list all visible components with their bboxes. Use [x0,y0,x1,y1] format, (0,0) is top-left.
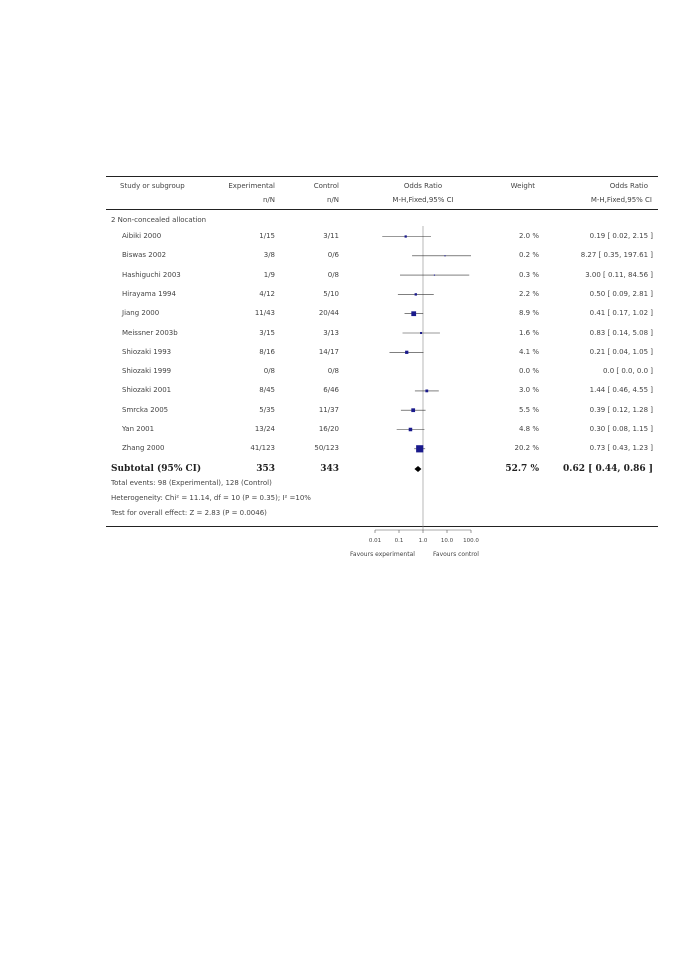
study-exp: 1/9 [263,270,275,279]
study-name: Biswas 2002 [122,251,167,260]
header-experimental-sub: n/N [262,196,275,204]
study-ci: 0.30 [ 0.08, 1.15 ] [589,425,653,433]
study-marker [405,235,407,237]
study-weight: 5.5 % [518,405,539,414]
study-exp: 13/24 [254,425,275,433]
study-exp: 4/12 [259,289,275,298]
study-ctrl: 20/44 [318,309,339,318]
x-tick-label: 0.01 [368,538,382,544]
study-name: Shiozaki 1993 [122,347,172,356]
study-ctrl: 11/37 [318,405,339,414]
study-ctrl: 0/6 [327,251,339,260]
study-ctrl: 5/10 [323,289,339,298]
subtotal-weight: 52.7 % [505,464,539,474]
study-ci: 1.44 [ 0.46, 4.55 ] [589,386,653,395]
study-weight: 0.0 % [518,367,539,376]
study-ci: 0.21 [ 0.04, 1.05 ] [589,347,653,356]
study-ctrl: 50/123 [314,444,339,453]
subtotal-exp-total: 353 [256,464,275,474]
study-ci: 3.00 [ 0.11, 84.56 ] [585,270,653,279]
study-weight: 2.2 % [518,289,539,298]
study-name: Aibiki 2000 [122,232,162,240]
header-control: Control [313,182,339,190]
study-ci: 0.41 [ 0.17, 1.02 ] [589,309,653,318]
x-tick-label: 10.0 [440,538,454,544]
study-ctrl: 16/20 [318,425,339,433]
study-exp: 8/45 [259,386,275,395]
study-marker [444,255,445,256]
pooled-diamond [414,466,421,472]
study-ci: 0.19 [ 0.02, 2.15 ] [589,232,653,240]
study-ctrl: 6/46 [323,386,339,395]
subtotal-ctrl-total: 343 [320,464,339,474]
study-ctrl: 0/8 [327,367,339,376]
study-weight: 0.3 % [518,270,539,279]
header-weight: Weight [510,182,535,190]
study-marker [409,428,413,432]
study-name: Zhang 2000 [122,444,165,453]
x-tick-label: 1.0 [418,538,428,544]
study-ci: 0.83 [ 0.14, 5.08 ] [589,328,653,337]
subgroup-title: 2 Non-concealed allocation [111,216,207,224]
header-odds-ratio-2: Odds Ratio [609,182,648,190]
study-weight: 4.1 % [518,347,539,356]
study-exp: 11/43 [254,309,275,318]
study-marker [415,293,417,295]
subtotal-label: Subtotal (95% CI) [111,464,202,474]
study-weight: 2.0 % [518,232,539,240]
study-exp: 5/35 [259,405,275,414]
study-weight: 20.2 % [514,444,539,453]
study-ci: 0.39 [ 0.12, 1.28 ] [589,405,653,414]
footnote-overall-effect: Test for overall effect: Z = 2.83 (P = 0.0046) [111,509,267,517]
study-name: Jiang 2000 [122,309,160,318]
header-study: Study or subgroup [120,182,185,190]
header-control-sub: n/N [326,196,339,204]
study-marker [405,351,408,354]
footnote-heterogeneity: Heterogeneity: Chi² = 11.14, df = 10 (P = 0.35); I² =10% [111,494,311,502]
study-marker [416,445,423,452]
favours-experimental: Favours experimental [350,551,415,558]
study-name: Hashiguchi 2003 [122,270,181,279]
study-marker [434,275,435,276]
study-exp: 1/15 [259,232,275,240]
x-tick-label: 100.0 [463,538,479,544]
study-name: Meissner 2003b [122,328,178,337]
study-weight: 0.2 % [518,251,539,260]
study-ci: 0.50 [ 0.09, 2.81 ] [589,289,653,298]
study-name: Shiozaki 2001 [122,386,172,395]
study-ctrl: 3/13 [323,328,339,337]
study-exp: 41/123 [250,444,275,453]
study-name: Hirayama 1994 [122,289,176,298]
header-odds-ratio-sub: M-H,Fixed,95% CI [392,196,454,204]
study-weight: 4.8 % [518,425,539,433]
study-ctrl: 14/17 [318,347,339,356]
study-exp: 8/16 [259,347,275,356]
study-ci: 0.0 [ 0.0, 0.0 ] [603,367,653,376]
study-exp: 0/8 [263,367,275,376]
study-name: Yan 2001 [122,425,155,433]
study-exp: 3/8 [263,251,275,260]
study-weight: 1.6 % [518,328,539,337]
favours-control: Favours control [433,551,479,558]
study-marker [411,408,415,412]
subtotal-ci: 0.62 [ 0.44, 0.86 ] [563,464,653,474]
study-ctrl: 3/11 [323,232,339,240]
study-ci: 0.73 [ 0.43, 1.23 ] [589,444,653,453]
study-ctrl: 0/8 [327,270,339,279]
study-marker [425,390,428,393]
study-name: Shiozaki 1999 [122,367,172,376]
header-odds-ratio: Odds Ratio [403,182,443,190]
study-marker [411,311,416,316]
study-marker [420,332,422,334]
study-name: Smrcka 2005 [122,405,169,414]
footnote-events: Total events: 98 (Experimental), 128 (Control) [111,479,272,487]
x-tick-label: 0.1 [394,538,404,544]
study-weight: 8.9 % [518,309,539,318]
header-experimental: Experimental [228,182,275,190]
study-ci: 8.27 [ 0.35, 197.61 ] [580,251,653,260]
header-odds-ratio-2-sub: M-H,Fixed,95% CI [590,196,652,204]
study-exp: 3/15 [259,328,275,337]
study-weight: 3.0 % [518,386,539,395]
